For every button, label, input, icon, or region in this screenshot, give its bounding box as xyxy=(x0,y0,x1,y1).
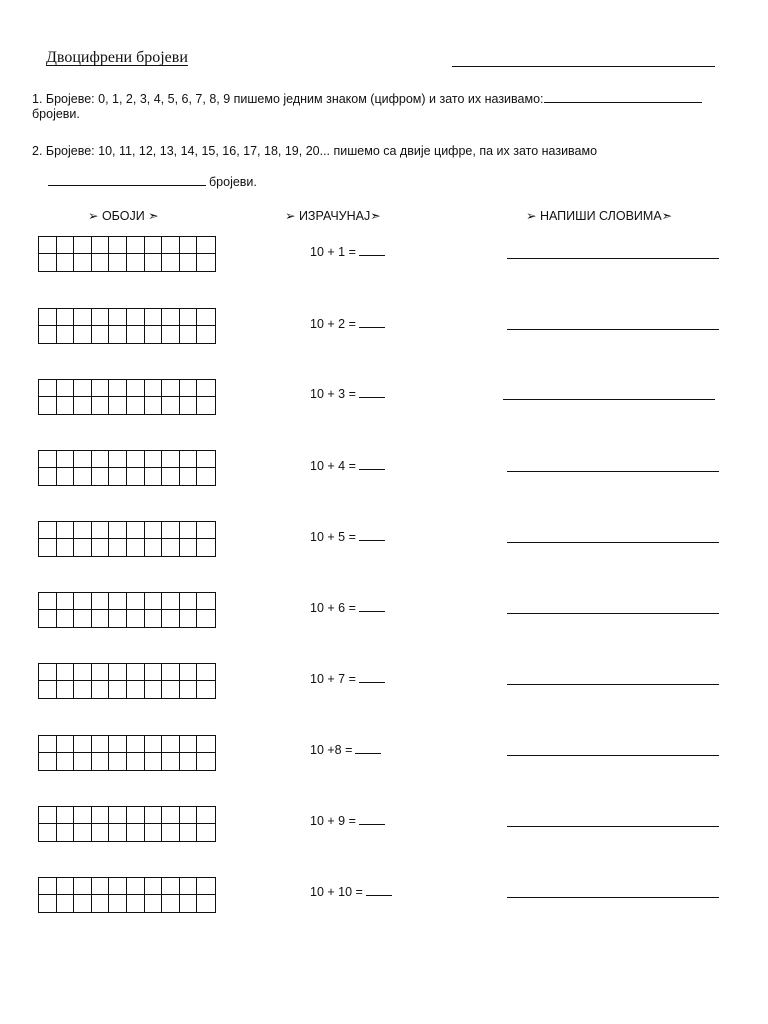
grid-cell[interactable] xyxy=(162,522,180,539)
question-1-answer-blank[interactable] xyxy=(544,91,702,103)
grid-cell[interactable] xyxy=(57,664,75,681)
grid-cell[interactable] xyxy=(197,309,215,326)
grid-cell[interactable] xyxy=(180,468,198,485)
grid-cell[interactable] xyxy=(39,895,57,912)
grid-cell[interactable] xyxy=(74,539,92,556)
coloring-grid[interactable] xyxy=(38,308,216,344)
coloring-grid[interactable] xyxy=(38,592,216,628)
grid-cell[interactable] xyxy=(162,451,180,468)
header-calculate: ➢ ИЗРАЧУНАЈ➣ xyxy=(285,209,381,223)
grid-cell[interactable] xyxy=(57,451,75,468)
grid-cell[interactable] xyxy=(127,736,145,753)
grid-cell[interactable] xyxy=(92,451,110,468)
grid-cell[interactable] xyxy=(197,397,215,414)
grid-cell[interactable] xyxy=(197,468,215,485)
grid-cell[interactable] xyxy=(74,237,92,254)
grid-cell[interactable] xyxy=(92,681,110,698)
grid-cell[interactable] xyxy=(92,397,110,414)
calculation-expression: 10 + 4 = xyxy=(310,459,356,473)
page-title: Двоцифрени бројеви xyxy=(46,49,188,66)
grid-cell[interactable] xyxy=(109,539,127,556)
calculation xyxy=(310,600,385,615)
grid-cell[interactable] xyxy=(162,610,180,627)
grid-cell[interactable] xyxy=(109,451,127,468)
calculation xyxy=(310,742,381,757)
grid-cell[interactable] xyxy=(92,753,110,770)
grid-cell[interactable] xyxy=(92,468,110,485)
calculation-answer-blank[interactable] xyxy=(359,458,385,470)
grid-cell[interactable] xyxy=(109,380,127,397)
grid-cell[interactable] xyxy=(145,664,163,681)
grid-cell[interactable] xyxy=(74,610,92,627)
calculation-expression: 10 + 3 = xyxy=(310,387,356,401)
grid-cell[interactable] xyxy=(180,254,198,271)
calculation-answer-blank[interactable] xyxy=(359,600,385,612)
grid-cell[interactable] xyxy=(39,237,57,254)
grid-cell[interactable] xyxy=(57,326,75,343)
grid-cell[interactable] xyxy=(162,878,180,895)
grid-cell[interactable] xyxy=(39,397,57,414)
grid-cell[interactable] xyxy=(180,664,198,681)
grid-cell[interactable] xyxy=(74,664,92,681)
grid-cell[interactable] xyxy=(109,895,127,912)
grid-cell[interactable] xyxy=(127,753,145,770)
grid-cell[interactable] xyxy=(74,451,92,468)
grid-cell[interactable] xyxy=(162,753,180,770)
grid-cell[interactable] xyxy=(197,539,215,556)
grid-cell[interactable] xyxy=(180,237,198,254)
grid-cell[interactable] xyxy=(197,593,215,610)
grid-cell[interactable] xyxy=(162,468,180,485)
coloring-grid[interactable] xyxy=(38,877,216,913)
calculation-answer-blank[interactable] xyxy=(359,671,385,683)
grid-cell[interactable] xyxy=(180,539,198,556)
grid-cell[interactable] xyxy=(127,254,145,271)
grid-cell[interactable] xyxy=(162,254,180,271)
grid-cell[interactable] xyxy=(197,522,215,539)
grid-cell[interactable] xyxy=(92,610,110,627)
calculation xyxy=(310,671,385,686)
grid-cell[interactable] xyxy=(39,807,57,824)
calculation-expression: 10 + 1 = xyxy=(310,245,356,259)
calculation xyxy=(310,244,385,259)
grid-cell[interactable] xyxy=(57,539,75,556)
grid-cell[interactable] xyxy=(39,753,57,770)
grid-cell[interactable] xyxy=(57,895,75,912)
grid-cell[interactable] xyxy=(162,807,180,824)
grid-cell[interactable] xyxy=(127,807,145,824)
calculation xyxy=(310,386,385,401)
grid-cell[interactable] xyxy=(92,254,110,271)
coloring-grid[interactable] xyxy=(38,450,216,486)
grid-cell[interactable] xyxy=(57,753,75,770)
grid-cell[interactable] xyxy=(162,895,180,912)
grid-cell[interactable] xyxy=(127,326,145,343)
write-in-words-line[interactable] xyxy=(507,471,719,472)
grid-cell[interactable] xyxy=(109,807,127,824)
grid-cell[interactable] xyxy=(74,878,92,895)
grid-cell[interactable] xyxy=(127,593,145,610)
grid-cell[interactable] xyxy=(127,380,145,397)
coloring-grid[interactable] xyxy=(38,806,216,842)
grid-cell[interactable] xyxy=(57,397,75,414)
grid-cell[interactable] xyxy=(127,468,145,485)
grid-cell[interactable] xyxy=(57,237,75,254)
grid-cell[interactable] xyxy=(162,539,180,556)
coloring-grid[interactable] xyxy=(38,735,216,771)
grid-cell[interactable] xyxy=(162,824,180,841)
grid-cell[interactable] xyxy=(127,451,145,468)
grid-cell[interactable] xyxy=(180,681,198,698)
grid-cell[interactable] xyxy=(109,237,127,254)
grid-cell[interactable] xyxy=(197,380,215,397)
grid-cell[interactable] xyxy=(92,309,110,326)
write-in-words-line[interactable] xyxy=(507,755,719,756)
calculation-expression: 10 + 6 = xyxy=(310,601,356,615)
calculation-answer-blank[interactable] xyxy=(359,529,385,541)
grid-cell[interactable] xyxy=(74,824,92,841)
grid-cell[interactable] xyxy=(92,664,110,681)
question-1 xyxy=(32,91,732,122)
grid-cell[interactable] xyxy=(145,539,163,556)
grid-cell[interactable] xyxy=(39,468,57,485)
grid-cell[interactable] xyxy=(39,539,57,556)
calculation-expression: 10 + 7 = xyxy=(310,672,356,686)
grid-cell[interactable] xyxy=(109,681,127,698)
question-2-answer-line xyxy=(48,174,257,190)
grid-cell[interactable] xyxy=(180,736,198,753)
coloring-grid[interactable] xyxy=(38,379,216,415)
calculation-expression: 10 +8 = xyxy=(310,743,353,757)
grid-cell[interactable] xyxy=(109,397,127,414)
grid-cell[interactable] xyxy=(145,593,163,610)
grid-cell[interactable] xyxy=(74,681,92,698)
grid-cell[interactable] xyxy=(109,309,127,326)
grid-cell[interactable] xyxy=(127,397,145,414)
grid-cell[interactable] xyxy=(180,451,198,468)
grid-cell[interactable] xyxy=(57,807,75,824)
write-in-words-line[interactable] xyxy=(507,329,719,330)
grid-cell[interactable] xyxy=(197,681,215,698)
grid-cell[interactable] xyxy=(145,878,163,895)
grid-cell[interactable] xyxy=(197,237,215,254)
grid-cell[interactable] xyxy=(74,468,92,485)
grid-cell[interactable] xyxy=(92,522,110,539)
grid-cell[interactable] xyxy=(127,664,145,681)
grid-cell[interactable] xyxy=(92,895,110,912)
grid-cell[interactable] xyxy=(162,664,180,681)
grid-cell[interactable] xyxy=(57,468,75,485)
grid-cell[interactable] xyxy=(39,824,57,841)
grid-cell[interactable] xyxy=(109,326,127,343)
grid-cell[interactable] xyxy=(109,664,127,681)
grid-cell[interactable] xyxy=(92,736,110,753)
grid-cell[interactable] xyxy=(92,807,110,824)
calculation-answer-blank[interactable] xyxy=(359,316,385,328)
grid-cell[interactable] xyxy=(145,237,163,254)
grid-cell[interactable] xyxy=(180,309,198,326)
grid-cell[interactable] xyxy=(180,610,198,627)
grid-cell[interactable] xyxy=(127,309,145,326)
grid-cell[interactable] xyxy=(39,309,57,326)
grid-cell[interactable] xyxy=(109,468,127,485)
question-1-continuation: бројеви. xyxy=(32,107,80,121)
grid-cell[interactable] xyxy=(39,681,57,698)
grid-cell[interactable] xyxy=(145,468,163,485)
grid-cell[interactable] xyxy=(197,451,215,468)
grid-cell[interactable] xyxy=(145,807,163,824)
grid-cell[interactable] xyxy=(145,736,163,753)
grid-cell[interactable] xyxy=(57,254,75,271)
calculation-answer-blank[interactable] xyxy=(359,386,385,398)
grid-cell[interactable] xyxy=(74,593,92,610)
calculation-expression: 10 + 2 = xyxy=(310,317,356,331)
question-2-continuation: бројеви. xyxy=(209,175,257,189)
grid-cell[interactable] xyxy=(145,610,163,627)
grid-cell[interactable] xyxy=(127,878,145,895)
calculation-answer-blank[interactable] xyxy=(355,742,381,754)
grid-cell[interactable] xyxy=(92,539,110,556)
write-in-words-line[interactable] xyxy=(507,613,719,614)
grid-cell[interactable] xyxy=(127,895,145,912)
calculation-expression: 10 + 9 = xyxy=(310,814,356,828)
write-in-words-line[interactable] xyxy=(503,399,715,400)
coloring-grid[interactable] xyxy=(38,663,216,699)
calculation xyxy=(310,316,385,331)
grid-cell[interactable] xyxy=(74,380,92,397)
grid-cell[interactable] xyxy=(74,736,92,753)
grid-cell[interactable] xyxy=(145,254,163,271)
write-in-words-line[interactable] xyxy=(507,258,719,259)
grid-cell[interactable] xyxy=(39,736,57,753)
grid-cell[interactable] xyxy=(74,254,92,271)
grid-cell[interactable] xyxy=(57,824,75,841)
grid-cell[interactable] xyxy=(180,380,198,397)
grid-cell[interactable] xyxy=(162,237,180,254)
question-2-answer-blank[interactable] xyxy=(48,174,206,186)
grid-cell[interactable] xyxy=(145,380,163,397)
grid-cell[interactable] xyxy=(145,753,163,770)
grid-cell[interactable] xyxy=(145,326,163,343)
grid-cell[interactable] xyxy=(39,878,57,895)
grid-cell[interactable] xyxy=(74,753,92,770)
grid-cell[interactable] xyxy=(109,878,127,895)
grid-cell[interactable] xyxy=(74,522,92,539)
grid-cell[interactable] xyxy=(39,326,57,343)
grid-cell[interactable] xyxy=(92,326,110,343)
grid-cell[interactable] xyxy=(197,664,215,681)
question-1-text: 1. Бројеве: 0, 1, 2, 3, 4, 5, 6, 7, 8, 9 пишемо једним знаком (цифром) и зато их називамо: xyxy=(32,92,544,106)
grid-cell[interactable] xyxy=(74,807,92,824)
question-2 xyxy=(32,144,732,159)
grid-cell[interactable] xyxy=(92,593,110,610)
grid-cell[interactable] xyxy=(127,237,145,254)
grid-cell[interactable] xyxy=(109,610,127,627)
grid-cell[interactable] xyxy=(92,824,110,841)
grid-cell[interactable] xyxy=(145,895,163,912)
header-color: ➢ ОБОЈИ ➣ xyxy=(88,209,159,223)
grid-cell[interactable] xyxy=(145,397,163,414)
calculation-expression: 10 + 5 = xyxy=(310,530,356,544)
grid-cell[interactable] xyxy=(180,807,198,824)
grid-cell[interactable] xyxy=(39,664,57,681)
grid-cell[interactable] xyxy=(109,824,127,841)
grid-cell[interactable] xyxy=(109,753,127,770)
grid-cell[interactable] xyxy=(180,878,198,895)
grid-cell[interactable] xyxy=(74,309,92,326)
question-2-text: 2. Бројеве: 10, 11, 12, 13, 14, 15, 16, 17, 18, 19, 20... пишемо са двије цифре, па их зато називамо xyxy=(32,144,598,158)
grid-cell[interactable] xyxy=(92,878,110,895)
grid-cell[interactable] xyxy=(39,593,57,610)
grid-cell[interactable] xyxy=(162,593,180,610)
grid-cell[interactable] xyxy=(145,681,163,698)
grid-cell[interactable] xyxy=(57,681,75,698)
grid-cell[interactable] xyxy=(127,539,145,556)
write-in-words-line[interactable] xyxy=(507,542,719,543)
grid-cell[interactable] xyxy=(39,451,57,468)
grid-cell[interactable] xyxy=(197,736,215,753)
grid-cell[interactable] xyxy=(162,309,180,326)
grid-cell[interactable] xyxy=(145,824,163,841)
grid-cell[interactable] xyxy=(39,610,57,627)
calculation-answer-blank[interactable] xyxy=(366,884,392,896)
calculation-expression: 10 + 10 = xyxy=(310,885,363,899)
grid-cell[interactable] xyxy=(180,397,198,414)
grid-cell[interactable] xyxy=(197,878,215,895)
grid-cell[interactable] xyxy=(57,878,75,895)
grid-cell[interactable] xyxy=(162,736,180,753)
grid-cell[interactable] xyxy=(197,254,215,271)
grid-cell[interactable] xyxy=(197,895,215,912)
grid-cell[interactable] xyxy=(162,681,180,698)
grid-cell[interactable] xyxy=(39,522,57,539)
grid-cell[interactable] xyxy=(57,522,75,539)
grid-cell[interactable] xyxy=(197,610,215,627)
grid-cell[interactable] xyxy=(145,451,163,468)
grid-cell[interactable] xyxy=(127,681,145,698)
grid-cell[interactable] xyxy=(57,593,75,610)
grid-cell[interactable] xyxy=(180,522,198,539)
grid-cell[interactable] xyxy=(57,610,75,627)
grid-cell[interactable] xyxy=(57,380,75,397)
grid-cell[interactable] xyxy=(109,736,127,753)
calculation xyxy=(310,813,385,828)
grid-cell[interactable] xyxy=(57,736,75,753)
grid-cell[interactable] xyxy=(145,309,163,326)
grid-cell[interactable] xyxy=(39,380,57,397)
grid-cell[interactable] xyxy=(74,895,92,912)
grid-cell[interactable] xyxy=(127,610,145,627)
grid-cell[interactable] xyxy=(109,522,127,539)
calculation-answer-blank[interactable] xyxy=(359,244,385,256)
grid-cell[interactable] xyxy=(162,397,180,414)
calculation xyxy=(310,458,385,473)
grid-cell[interactable] xyxy=(180,753,198,770)
grid-cell[interactable] xyxy=(127,824,145,841)
grid-cell[interactable] xyxy=(197,824,215,841)
grid-cell[interactable] xyxy=(92,380,110,397)
grid-cell[interactable] xyxy=(180,824,198,841)
grid-cell[interactable] xyxy=(180,593,198,610)
header-write-in-words: ➢ НАПИШИ СЛОВИМА➣ xyxy=(526,209,673,223)
grid-cell[interactable] xyxy=(39,254,57,271)
grid-cell[interactable] xyxy=(180,326,198,343)
write-in-words-line[interactable] xyxy=(507,897,719,898)
grid-cell[interactable] xyxy=(162,326,180,343)
grid-cell[interactable] xyxy=(180,895,198,912)
grid-cell[interactable] xyxy=(92,237,110,254)
grid-cell[interactable] xyxy=(145,522,163,539)
calculation xyxy=(310,529,385,544)
calculation xyxy=(310,884,392,899)
grid-cell[interactable] xyxy=(109,593,127,610)
write-in-words-line[interactable] xyxy=(507,684,719,685)
coloring-grid[interactable] xyxy=(38,521,216,557)
grid-cell[interactable] xyxy=(197,753,215,770)
grid-cell[interactable] xyxy=(162,380,180,397)
coloring-grid[interactable] xyxy=(38,236,216,272)
grid-cell[interactable] xyxy=(127,522,145,539)
grid-cell[interactable] xyxy=(197,326,215,343)
grid-cell[interactable] xyxy=(74,397,92,414)
grid-cell[interactable] xyxy=(109,254,127,271)
grid-cell[interactable] xyxy=(197,807,215,824)
grid-cell[interactable] xyxy=(74,326,92,343)
calculation-answer-blank[interactable] xyxy=(359,813,385,825)
name-field-line[interactable] xyxy=(452,66,715,67)
write-in-words-line[interactable] xyxy=(507,826,719,827)
grid-cell[interactable] xyxy=(57,309,75,326)
